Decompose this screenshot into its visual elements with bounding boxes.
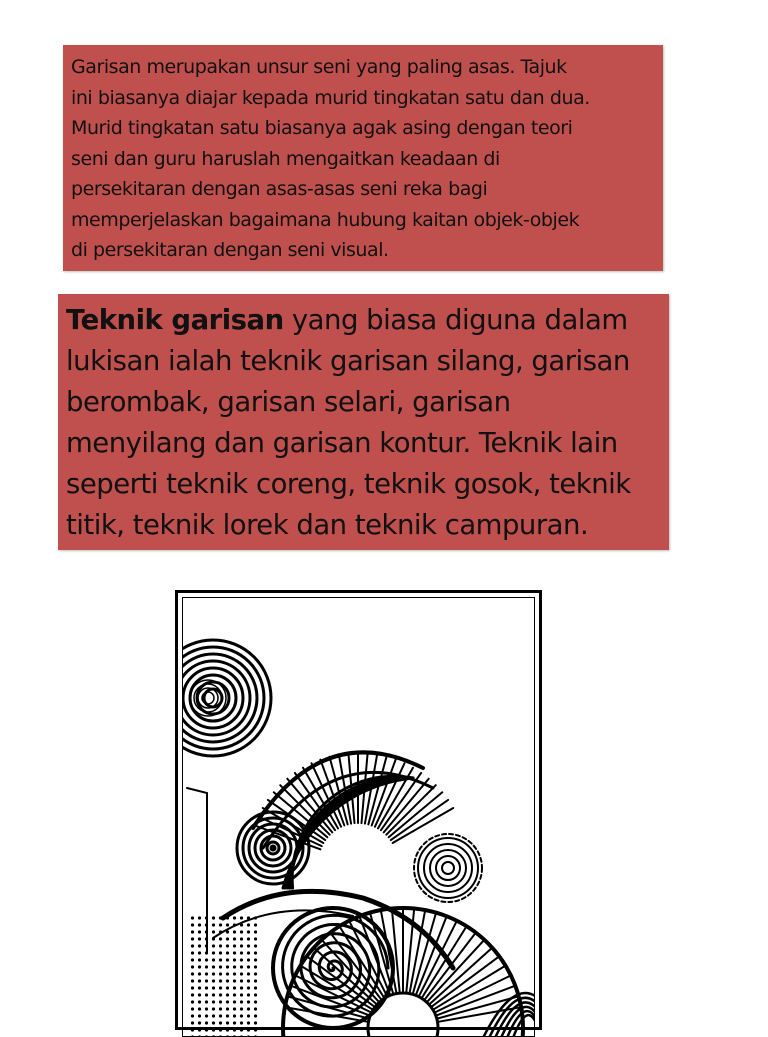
technique-line-3: berombak, garisan selari, garisan [66,386,511,418]
technique-text-box [58,294,669,550]
intro-line-5: persekitaran dengan asas-asas seni reka bagi [71,178,488,200]
intro-line-2: ini biasanya diajar kepada murid tingkatan satu dan dua. [71,86,590,109]
zentangle-line-art-image [183,598,535,1037]
intro-line-7: di persekitaran dengan seni visual. [71,239,389,261]
technique-line-1-rest: yang biasa diguna dalam [283,304,628,336]
technique-bold-term: Teknik garisan [66,304,284,336]
technique-line-2: lukisan ialah teknik garisan silang, garisan [66,345,630,377]
intro-line-3: Murid tingkatan satu biasanya agak asing dengan teori [71,117,573,139]
technique-line-1 [66,300,661,341]
intro-line-1: Garisan merupakan unsur seni yang paling asas. Tajuk [71,56,567,78]
zentangle-artwork-frame [175,590,542,1030]
intro-line-4: seni dan guru haruslah mengaitkan keadaan di [71,147,500,170]
intro-text-box [63,45,663,271]
technique-line-4: menyilang dan garisan kontur. Teknik lain [66,427,618,459]
intro-line-6: memperjelaskan bagaimana hubung kaitan objek-objek [71,208,580,231]
technique-line-6: titik, teknik lorek dan teknik campuran. [66,509,589,541]
zentangle-artwork-inner-border [182,597,535,1037]
technique-line-5: seperti teknik coreng, teknik gosok, teknik [66,468,631,500]
